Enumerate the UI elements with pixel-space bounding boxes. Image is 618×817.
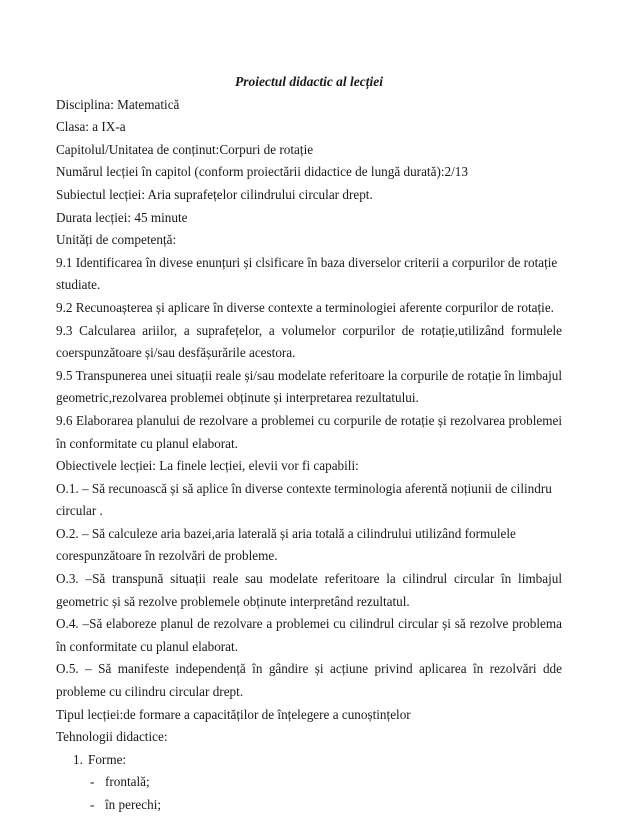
competenta-item: 9.5 Transpunerea unei situații reale și/sau modelate referitoare la corpurile de rotație în limbajul geometric,rezolvarea problemei obținute și interpretarea rezultatului. [56,367,562,406]
obiectiv-item: O.5. – Să manifeste independență în gândire și acțiune privind aplicarea în rezolvări dde probleme cu cilindru circular drept. [56,661,562,700]
line-disciplina: Disciplina: Matematică [56,96,180,112]
competenta-item: 9.2 Recunoașterea și aplicare în diverse contexte a terminologiei aferente corpurilor de rotație. [56,299,554,315]
dash-bullet: - [90,774,95,790]
line-unitati-heading: Unități de competență: [56,232,177,248]
list-label: Forme: [88,751,127,767]
line-capitolul: Capitolul/Unitatea de conținut:Corpuri de rotație [56,141,314,157]
competenta-item: 9.1 Identificarea în divese enunțuri și clsificare în baza diverselor criterii a corpurilor de rotație studiate. [56,254,558,293]
competenta-item: 9.3 Calcularea ariilor, a suprafețelor, a volumelor corpurilor de rotație,utilizând formulele coerspunzătoare și/sau desfășurările acestora. [56,322,562,361]
obiectiv-item: O.2. – Să calculeze aria bazei,aria laterală și aria totală a cilindrului utilizând formulele corespunzătoare în rezolvări de probleme. [56,525,516,564]
dash-bullet: - [90,797,95,812]
obiectiv-item: O.1. – Să recunoască și să aplice în diverse contexte terminologia aferentă noțiunii de cilindru circular . [56,480,552,519]
sublist-text: în perechi; [105,797,162,812]
line-numarul: Numărul lecției în capitol (conform proiectării didactice de lungă durată):2/13 [56,164,468,180]
sublist-text: frontală; [105,774,150,790]
line-clasa: Clasa: a IX-a [56,119,126,135]
sublist-item [56,794,562,817]
list-item-forme [56,749,562,772]
line-tipul: Tipul lecției:de formare a capacităților de înțelegere a cunoștințelor [56,706,411,722]
obiectiv-item: O.4. –Să elaboreze planul de rezolvare a problemei cu cilindrul circular și să rezolve problema în conformitate cu planul elaborat. [56,616,562,654]
competenta-item: 9.6 Elaborarea planului de rezolvare a problemei cu corpurile de rotație și rezolvarea problemei în conformitate cu planul elaborat. [56,412,562,451]
line-durata: Durata lecției: 45 minute [56,209,188,225]
line-tehnologii: Tehnologii didactice: [56,729,168,745]
obiective-heading: Obiectivele lecției: La finele lecției, elevii vor fi capabili: [56,458,359,474]
obiectiv-item: O.3. –Să transpună situații reale sau modelate referitoare la cilindrul circular în limbajul geometric și să rezolve problemele obținute interpretând rezultatul. [56,571,562,609]
line-subiectul: Subiectul lecției: Aria suprafețelor cilindrului circular drept. [56,186,373,202]
list-number: 1. [73,751,83,767]
document-title: Proiectul didactic al lecției [234,74,384,89]
sublist-item [56,771,562,794]
